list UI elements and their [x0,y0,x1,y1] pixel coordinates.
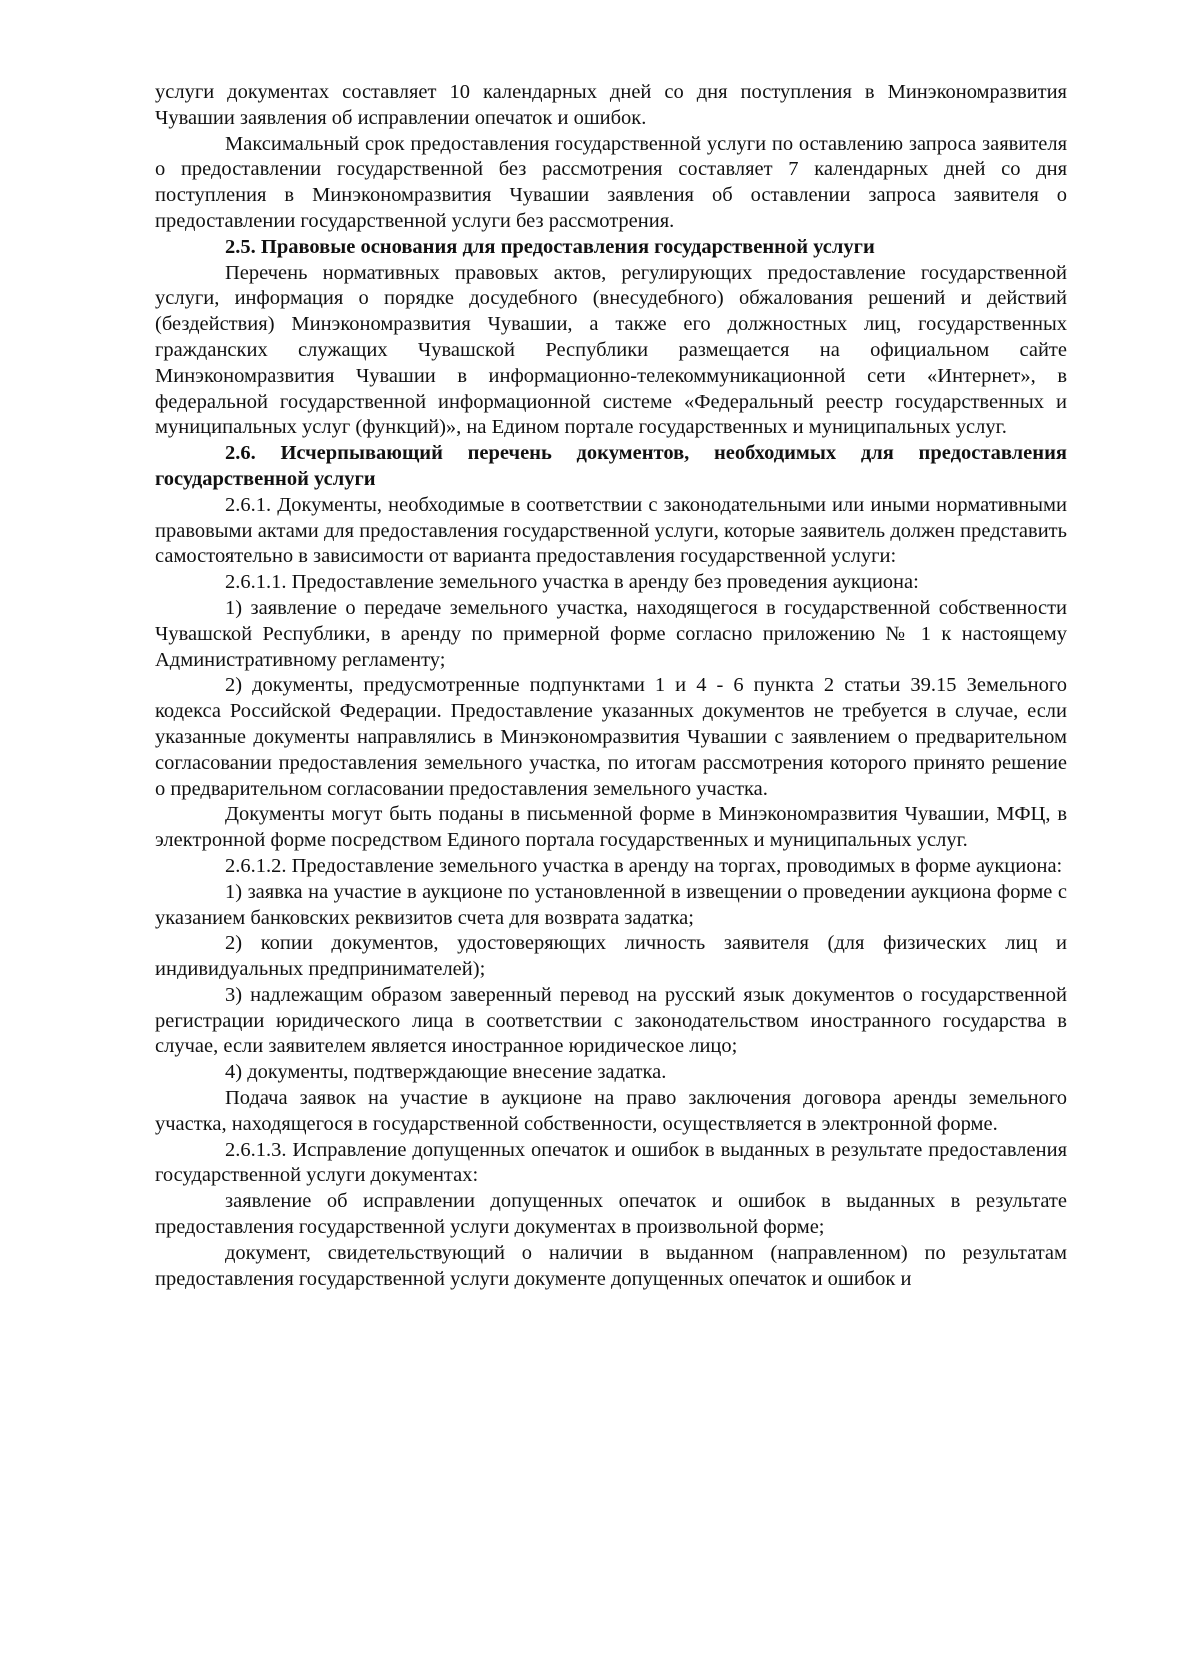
paragraph-submission-forms: Документы могут быть поданы в письменной форме в Минэкономразвития Чувашии, МФЦ, в электронной форме посредством Единого портала государственных и муниципальных услуг. [155,803,1067,852]
list-item-translation: 3) надлежащим образом заверенный перевод на русский язык документов о государственной регистрации юридического лица в соответствии с законодательством иностранного государства в случае, если заявителем является иностранное юридическое лицо; [155,983,1067,1058]
paragraph-max-term: Максимальный срок предоставления государственной услуги по оставлению запроса заявителя о предоставлении государственной без рассмотрения составляет 7 календарных дней со дня поступления в Минэкономразвития Чувашии заявления об оставлении запроса заявителя о предоставлении государственной услуги без рассмотрения. [155,132,1067,232]
paragraph-2-6-1-3: 2.6.1.3. Исправление допущенных опечаток и ошибок в выданных в результате предоставления государственной услуги документах: [155,1138,1067,1187]
list-item-correction-application: заявление об исправлении допущенных опечаток и ошибок в выданных в результате предоставления государственной услуги документах в произвольной форме; [155,1190,1067,1239]
section-heading-2-5: 2.5. Правовые основания для предоставления государственной услуги [225,235,875,258]
paragraph-2-6-1-2: 2.6.1.2. Предоставление земельного участка в аренду на торгах, проводимых в форме аукциона: [225,854,1063,877]
paragraph-legal-acts: Перечень нормативных правовых актов, регулирующих предоставление государственной услуги, информация о порядке досудебного (внесудебного) обжалования решений и действий (бездействия) Минэкономразвития Чувашии, а также его должностных лиц, государственных гражданских служащих Чувашской Республики размещается на официальном сайте Минэкономразвития Чувашии в информационно-телекоммуникационной сети «Интернет», в федеральной государственной информационной системе «Федеральный реестр государственных и муниципальных услуг (функций)», на Едином портале государственных и муниципальных услуг. [155,261,1067,439]
paragraph-electronic-submission: Подача заявок на участие в аукционе на право заключения договора аренды земельного участка, находящегося в государственной собственности, осуществляется в электронной форме. [155,1087,1067,1135]
paragraph-continuation: услуги документах составляет 10 календарных дней со дня поступления в Минэкономразвития Чувашии заявления об исправлении опечаток и ошибок. [155,81,1067,129]
list-item-identity-copies: 2) копии документов, удостоверяющих личность заявителя (для физических лиц и индивидуальных предпринимателей); [155,932,1067,981]
document-page [155,80,1067,1292]
list-item-deposit: 4) документы, подтверждающие внесение задатка. [225,1061,667,1084]
list-item-application: 1) заявление о передаче земельного участка, находящегося в государственной собственности Чувашской Республики, в аренду по примерной форме согласно приложению № 1 к настоящему Административному регламенту; [155,596,1067,671]
list-item-error-evidence: документ, свидетельствующий о наличии в выданном (направленном) по результатам предоставления государственной услуги документе допущенных опечаток и ошибок и [155,1241,1067,1290]
list-item-auction-application: 1) заявка на участие в аукционе по установленной в извещении о проведении аукциона форме с указанием банковских реквизитов счета для возврата задатка; [155,880,1067,929]
paragraph-2-6-1-1: 2.6.1.1. Предоставление земельного участка в аренду без проведения аукциона: [225,571,919,594]
list-item-documents: 2) документы, предусмотренные подпунктами 1 и 4 - 6 пункта 2 статьи 39.15 Земельного кодекса Российской Федерации. Предоставление указанных документов не требуется в случае, если указанные документы направлялись в Минэкономразвития Чувашии с заявлением о предварительном согласовании предоставления земельного участка, по итогам рассмотрения которого принято решение о предварительном согласовании предоставления земельного участка. [155,674,1067,800]
paragraph-2-6-1: 2.6.1. Документы, необходимые в соответствии с законодательными или иными нормативными правовыми актами для предоставления государственной услуги, которые заявитель должен представить самостоятельно в зависимости от варианта предоставления государственной услуги: [155,493,1067,568]
section-heading-2-6: 2.6. Исчерпывающий перечень документов, необходимых для предоставления государственной услуги [155,442,1067,490]
